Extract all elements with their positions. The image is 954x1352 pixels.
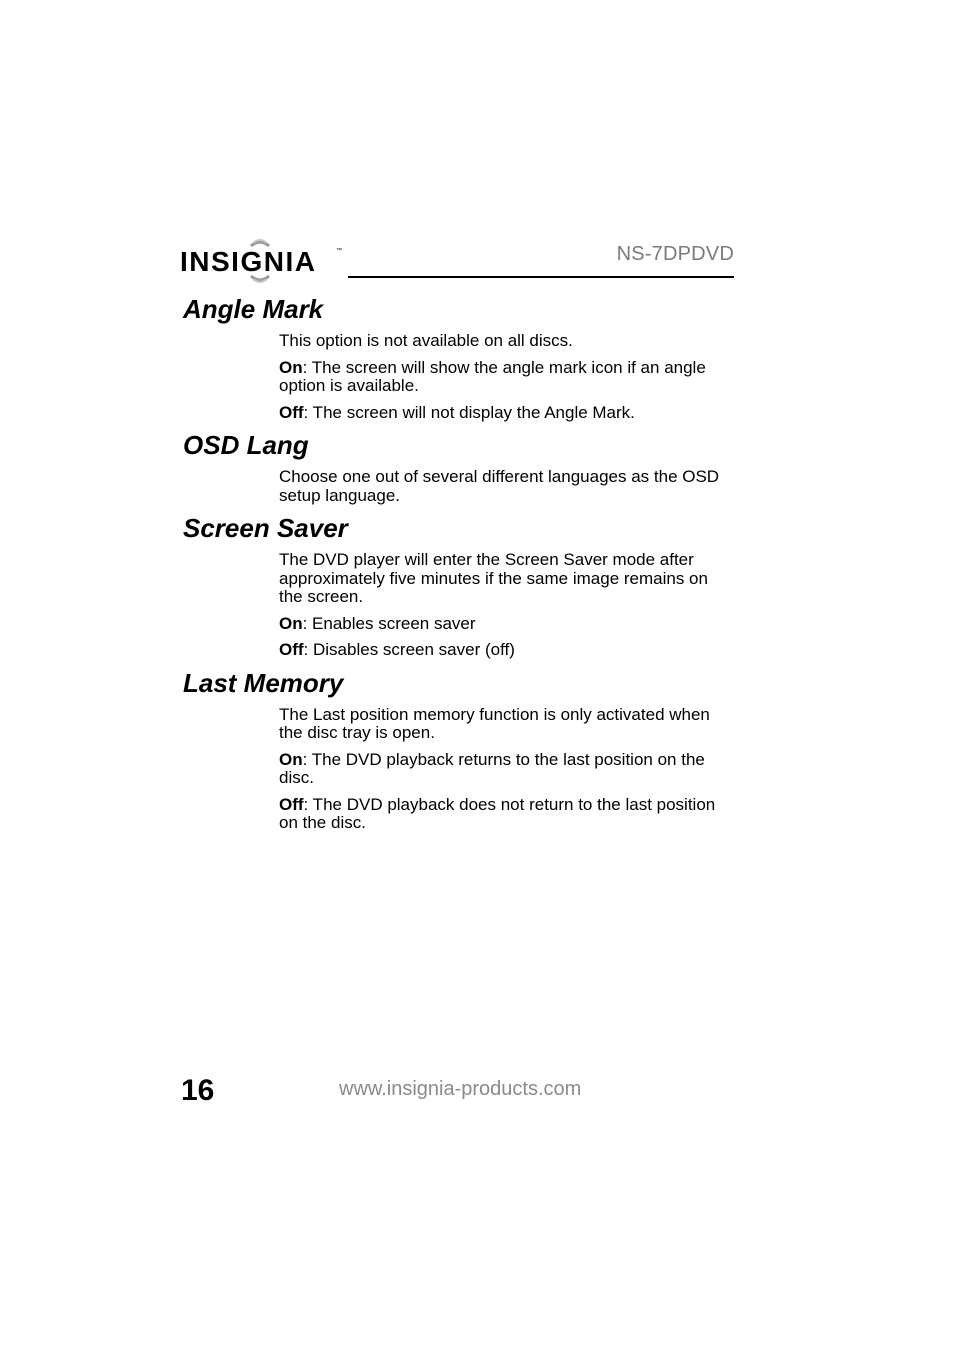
section-intro: The Last position memory function is only activated when the disc tray is open. — [279, 704, 710, 742]
logo-wordmark: INSIGNIA — [180, 246, 317, 277]
option-label: On — [279, 613, 303, 633]
option-off — [279, 404, 735, 423]
option-label: On — [279, 749, 303, 769]
insignia-logo-graphic — [180, 238, 342, 284]
page-header — [180, 238, 734, 286]
option-off — [279, 641, 735, 660]
section-osd-lang — [183, 430, 735, 505]
option-text: : The screen will show the angle mark icon if an angle option is available. — [279, 357, 706, 395]
section-last-memory — [183, 668, 735, 833]
option-label: Off — [279, 402, 304, 422]
page-content — [183, 294, 735, 841]
section-title: Last Memory — [183, 667, 344, 698]
section-intro: This option is not available on all discs. — [279, 331, 573, 350]
option-off — [279, 796, 735, 833]
section-angle-mark — [183, 294, 735, 422]
option-text: : The DVD playback does not return to the last position on the disc. — [279, 794, 716, 832]
section-screen-saver — [183, 513, 735, 660]
option-text: : The screen will not display the Angle Mark. — [303, 402, 635, 422]
model-number: NS-7DPDVD — [616, 243, 734, 265]
section-title: OSD Lang — [183, 430, 309, 460]
option-label: Off — [279, 640, 304, 659]
insignia-logo — [180, 238, 342, 284]
svg-text:™: ™ — [336, 248, 342, 254]
option-on — [279, 615, 735, 634]
option-text: : Enables screen saver — [302, 613, 476, 633]
option-text: : Disables screen saver (off) — [303, 640, 515, 659]
header-rule — [348, 276, 734, 278]
page-number: 16 — [181, 1074, 215, 1107]
footer-url: www.insignia-products.com — [339, 1078, 582, 1100]
section-title: Angle Mark — [183, 294, 324, 324]
option-text: : The DVD playback returns to the last position on the disc. — [279, 749, 705, 787]
option-on — [279, 359, 735, 396]
option-label: Off — [279, 794, 304, 814]
section-intro: The DVD player will enter the Screen Saver mode after approximately five minutes if the same image remains on the screen. — [279, 550, 708, 606]
section-intro: Choose one out of several different languages as the OSD setup language. — [279, 467, 720, 505]
option-label: On — [279, 357, 303, 377]
option-on — [279, 751, 735, 788]
section-title: Screen Saver — [183, 513, 348, 543]
